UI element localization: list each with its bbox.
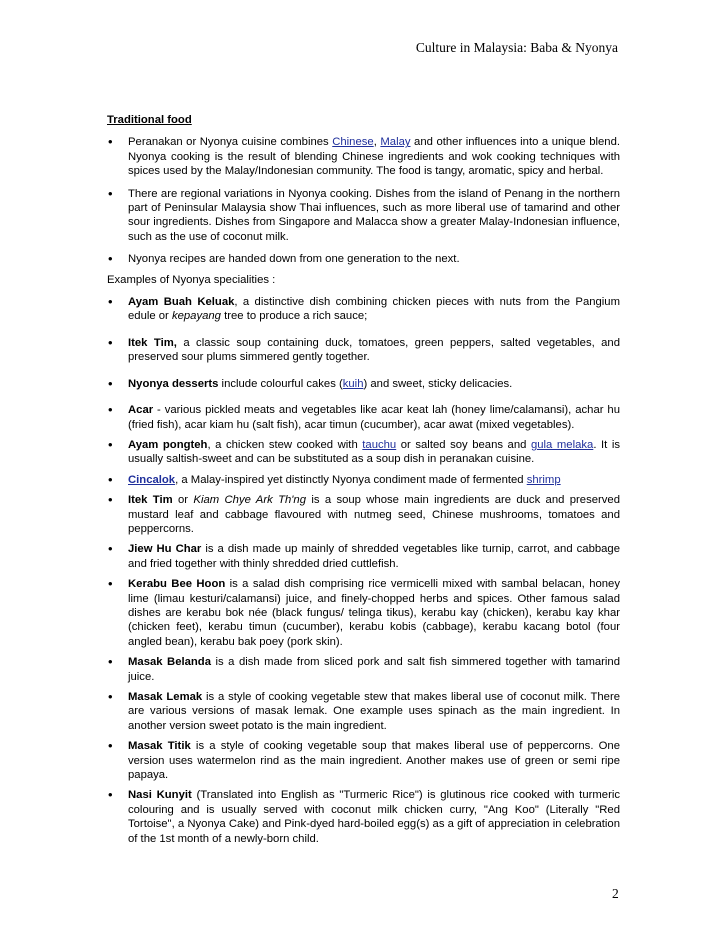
list-item <box>107 135 620 178</box>
list-item-masak-lemak <box>107 690 620 733</box>
dish-name: Masak Lemak <box>128 691 203 703</box>
list-item-cincalok <box>107 473 620 487</box>
dish-name: Ayam pongteh <box>128 438 208 451</box>
document-body <box>107 113 620 852</box>
text-span: , a chicken stew cooked with <box>207 438 363 451</box>
italic-term: kepayang <box>171 310 221 323</box>
text-span: . It is usually saltish-sweet and can be substituted as a soup dish in peranakan cuisine. <box>128 438 621 466</box>
text-span: include colourful cakes ( <box>218 377 343 390</box>
page-number: 2 <box>612 886 619 901</box>
dish-name: Masak Titik <box>128 740 191 753</box>
link-chinese[interactable]: Chinese <box>332 136 374 149</box>
dish-name: Acar <box>128 404 154 417</box>
list-item-kerabu-bee-hoon <box>107 577 620 649</box>
text-span: is a style of cooking vegetable stew that makes liberal use of coconut milk. There are various versions of masak lemak. One example uses spinach as the main ingredient. In another version sweet potato is the main ingredient. <box>128 691 621 732</box>
list-item <box>107 187 620 245</box>
text-span: ) and sweet, sticky delicacies. <box>363 377 513 390</box>
dish-name: Itek Tim <box>128 494 173 507</box>
link-gula-melaka[interactable]: gula melaka <box>530 438 594 451</box>
text-span: or salted soy beans and <box>396 438 531 451</box>
list-item-acar <box>107 403 620 432</box>
text-span: There are regional variations in Nyonya cooking. Dishes from the island of Penang in the northern part of Peninsular Malaysia show Thai influences, such as more liberal use of tamarind and other sour ingredients. Dishes from Singapore and Malacca show a greater Malay-Indonesian influence, such as the use of coconut milk. <box>128 187 620 243</box>
list-item-ayam-pongteh <box>107 438 620 467</box>
text-span: and other influences into a unique blend. Nyonya cooking is the result of blending Chinese ingredients and wok cooking techniques with spices used by the Malay/Indonesian community. The food is tangy, aromatic, spicy and herbal. <box>128 136 620 178</box>
list-item-nasi-kunyit <box>107 788 620 846</box>
link-cincalok[interactable] <box>128 474 175 486</box>
examples-label: Examples of Nyonya specialities : <box>107 273 276 286</box>
dish-name: Ayam Buah Keluak <box>128 296 235 309</box>
text-span: is a dish made from sliced pork and salt fish simmered together with tamarind juice. <box>128 656 620 683</box>
intro-list <box>107 135 620 266</box>
dish-name: Jiew Hu Char <box>128 543 202 556</box>
italic-term: Kiam Chye Ark Th'ng <box>193 494 306 507</box>
text-span: , a distinctive dish combining chicken pieces with nuts from the Pangium edule or <box>128 296 620 323</box>
list-item-nyonya-desserts <box>107 377 620 391</box>
text-span: , <box>373 136 381 149</box>
link-kuih[interactable]: kuih <box>342 377 364 390</box>
text-span: - various pickled meats and vegetables like acar keat lah (honey lime/calamansi), achar hu (fried fish), acar kiam hu (salt fish), acar timun (cucumber), acar awat (mixed vegetables). <box>128 404 620 431</box>
text-span: a classic soup containing duck, tomatoes, green peppers, salted vegetables, and preserved sour plums simmered gently together. <box>128 336 621 364</box>
text-span: or <box>172 494 194 507</box>
list-item-jiew-hu-char <box>107 542 620 571</box>
list-item-itek-tim <box>107 336 620 365</box>
text-span: is a soup whose main ingredients are duck and preserved mustard leaf and cabbage flavoured with nutmeg seed, Chinese mushrooms, tomatoes and peppercorns. <box>128 494 620 535</box>
dish-name: Nyonya desserts <box>128 377 219 390</box>
text-span: Peranakan or Nyonya cuisine combines <box>128 136 333 149</box>
text-span: Nyonya recipes are handed down from one generation to the next. <box>128 253 460 266</box>
list-item <box>107 252 620 266</box>
list-item-ayam-buah-keluak <box>107 295 620 324</box>
section-title: Traditional food <box>107 114 192 126</box>
dish-name: Itek Tim, <box>128 336 177 349</box>
link-shrimp[interactable]: shrimp <box>526 473 561 486</box>
dish-name: Cincalok <box>128 473 176 486</box>
link-malay[interactable]: Malay <box>380 136 411 149</box>
dish-name: Nasi Kunyit <box>128 789 192 802</box>
text-span: is a salad dish comprising rice vermicelli mixed with sambal belacan, honey lime (limau kesturi/calamansi) juice, and finely-chopped herbs and spices. Other famous salad dishes are kerabu bok née (black fungus/ telinga tikus), kerabu kay (chicken), kerabu kay khar (chicken feet), kerabu timun (cucumber), kerabu kobis (cabbage), kerabu kacang botol (four angled bean), kerabu bak poey (pork skin). <box>128 578 620 648</box>
text-span: , a Malay-inspired yet distinctly Nyonya condiment made of fermented <box>175 473 527 486</box>
text-span: tree to produce a rich sauce; <box>220 310 368 323</box>
list-item-masak-belanda <box>107 655 620 684</box>
link-tauchu[interactable]: tauchu <box>362 438 397 451</box>
specialities-list <box>107 295 620 846</box>
list-item-itek-tim-kiam-chye <box>107 493 620 536</box>
dish-name: Masak Belanda <box>128 656 211 669</box>
list-item-masak-titik <box>107 739 620 782</box>
dish-name: Kerabu Bee Hoon <box>128 578 226 591</box>
text-span: is a dish made up mainly of shredded vegetables like turnip, carrot, and cabbage and fried together with thinly shredded dried cuttlefish. <box>128 543 620 570</box>
text-span: is a style of cooking vegetable soup that makes liberal use of peppercorns. One version uses watermelon rind as the main ingredient. Another makes use of green or semi ripe papaya. <box>128 740 620 782</box>
running-header: Culture in Malaysia: Baba & Nyonya <box>415 40 618 55</box>
text-span: (Translated into English as "Turmeric Rice") is glutinous rice cooked with turmeric colouring and is usually served with coconut milk chicken curry, "Ang Koo" (Literally "Red Tortoise", a Nyonya Cake) and Pink-dyed hard-boiled egg(s) as a gift of appreciation in celebration of the 1st month of a newly-born child. <box>128 789 620 845</box>
